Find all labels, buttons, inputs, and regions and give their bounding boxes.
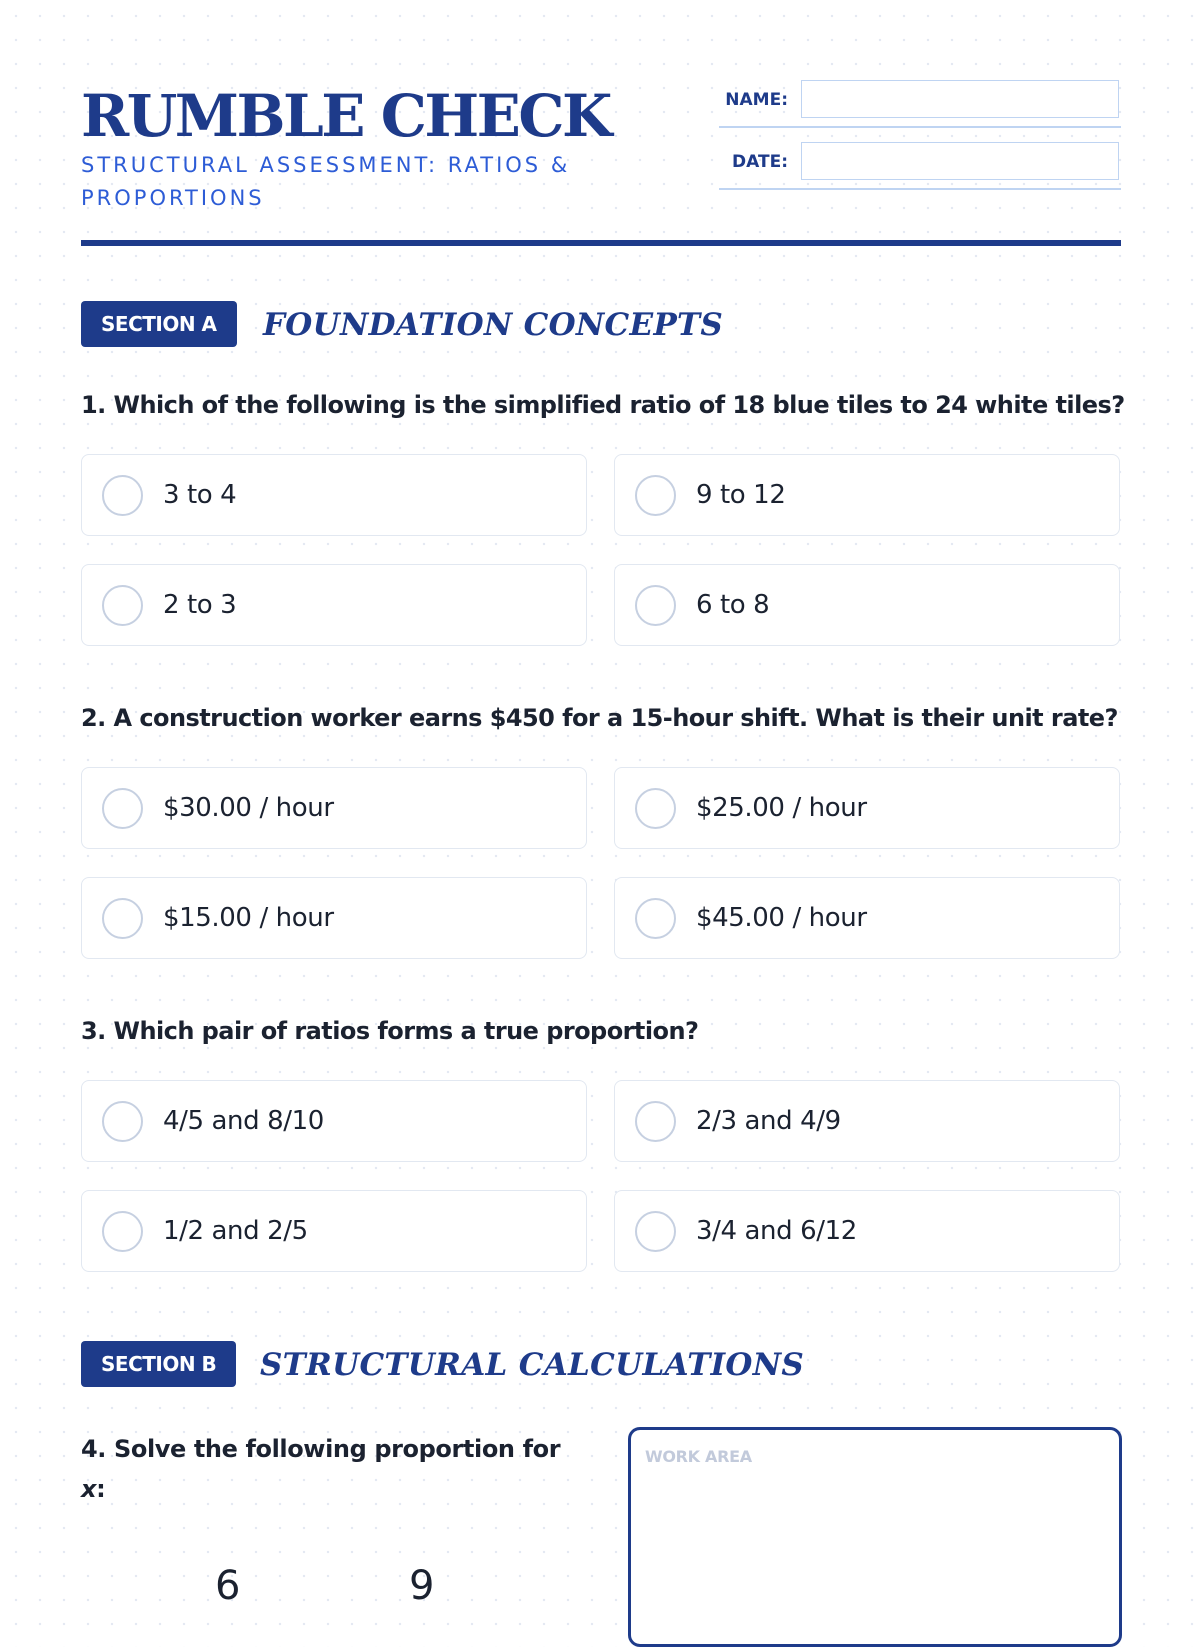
question-4-colon: :	[96, 1475, 106, 1503]
radio-button[interactable]	[635, 585, 676, 626]
answer-option[interactable]	[614, 1080, 1120, 1162]
option-label: 2/3 and 4/9	[696, 1106, 841, 1136]
name-field[interactable]	[801, 80, 1119, 118]
radio-button[interactable]	[102, 1101, 143, 1142]
header-divider	[81, 240, 1121, 246]
option-label: 1/2 and 2/5	[163, 1216, 308, 1246]
answer-option[interactable]	[614, 767, 1120, 849]
question-2-prompt: 2. A construction worker earns $450 for a 15-hour shift. What is their unit rate?	[81, 704, 1118, 732]
date-label: DATE:	[732, 152, 788, 172]
option-label: 6 to 8	[696, 590, 770, 620]
answer-option[interactable]	[81, 767, 587, 849]
section-a-badge: SECTION A	[81, 301, 237, 347]
proportion-left-numerator: 6	[215, 1563, 241, 1609]
radio-button[interactable]	[102, 788, 143, 829]
answer-option[interactable]	[81, 1190, 587, 1272]
option-label: $30.00 / hour	[163, 793, 334, 823]
section-b-badge: SECTION B	[81, 1341, 236, 1387]
radio-button[interactable]	[102, 898, 143, 939]
worksheet-page	[81, 0, 1125, 1609]
question-1-prompt: 1. Which of the following is the simplified ratio of 18 blue tiles to 24 white tiles?	[81, 391, 1125, 419]
radio-button[interactable]	[635, 898, 676, 939]
worksheet-subtitle: STRUCTURAL ASSESSMENT: RATIOS & PROPORTIONS	[81, 153, 571, 210]
question-4-text: 4. Solve the following proportion for	[81, 1435, 561, 1463]
answer-option[interactable]	[614, 877, 1120, 959]
option-label: 3/4 and 6/12	[696, 1216, 857, 1246]
option-label: 3 to 4	[163, 480, 237, 510]
question-4-variable: x	[81, 1475, 97, 1503]
answer-option[interactable]	[614, 454, 1120, 536]
radio-button[interactable]	[102, 585, 143, 626]
question-3-prompt: 3. Which pair of ratios forms a true proportion?	[81, 1017, 699, 1045]
radio-button[interactable]	[635, 475, 676, 516]
answer-option[interactable]	[81, 454, 587, 536]
section-a-title: FOUNDATION CONCEPTS	[263, 307, 724, 343]
name-field-row	[719, 80, 1121, 128]
answer-option[interactable]	[614, 564, 1120, 646]
radio-button[interactable]	[635, 1101, 676, 1142]
option-label: 2 to 3	[163, 590, 237, 620]
name-label: NAME:	[725, 90, 788, 110]
work-area-label: WORK AREA	[645, 1447, 752, 1466]
answer-option[interactable]	[81, 877, 587, 959]
worksheet-title: RUMBLE CHECK	[81, 82, 610, 150]
question-4-prompt	[81, 1429, 581, 1509]
option-label: 9 to 12	[696, 480, 786, 510]
option-label: 4/5 and 8/10	[163, 1106, 324, 1136]
date-field[interactable]	[801, 142, 1119, 180]
option-label: $15.00 / hour	[163, 903, 334, 933]
radio-button[interactable]	[635, 788, 676, 829]
answer-option[interactable]	[81, 564, 587, 646]
option-label: $25.00 / hour	[696, 793, 867, 823]
proportion-right-numerator: 9	[409, 1563, 435, 1609]
work-area[interactable]	[628, 1427, 1122, 1647]
option-label: $45.00 / hour	[696, 903, 867, 933]
radio-button[interactable]	[102, 475, 143, 516]
date-field-row	[719, 142, 1121, 190]
answer-option[interactable]	[81, 1080, 587, 1162]
radio-button[interactable]	[102, 1211, 143, 1252]
answer-option[interactable]	[614, 1190, 1120, 1272]
radio-button[interactable]	[635, 1211, 676, 1252]
section-b-title: STRUCTURAL CALCULATIONS	[260, 1347, 805, 1383]
